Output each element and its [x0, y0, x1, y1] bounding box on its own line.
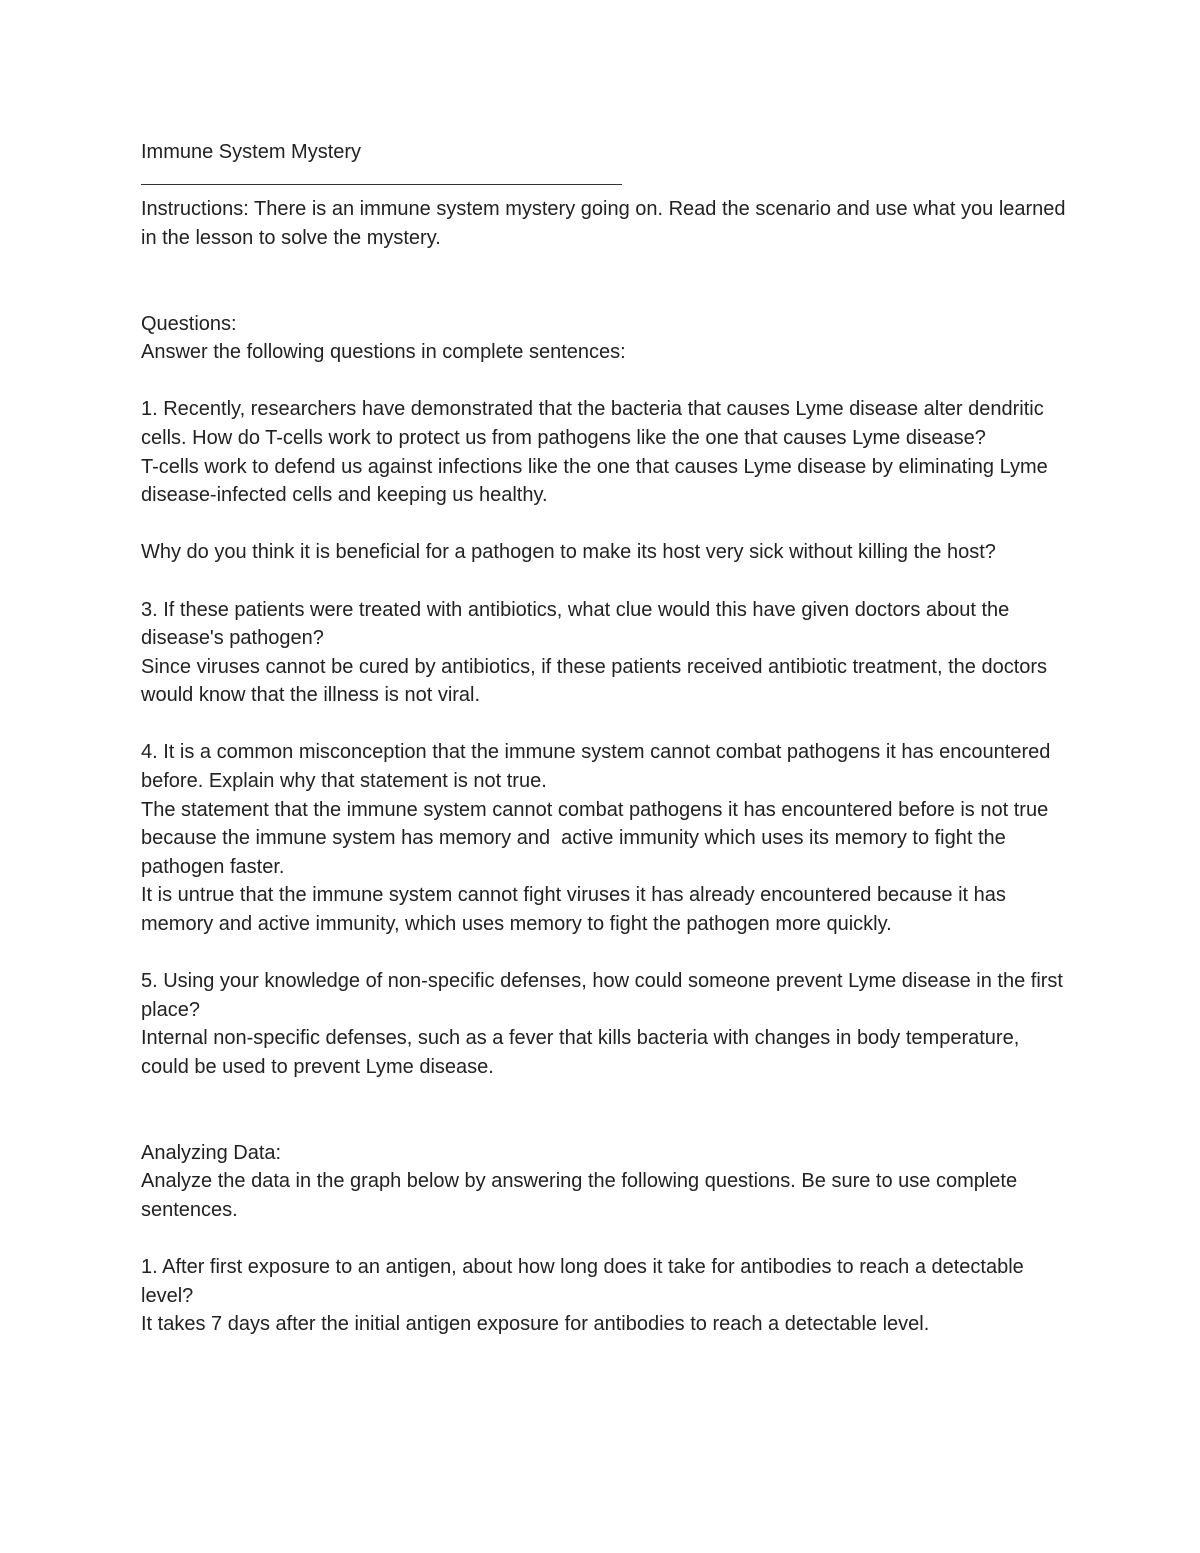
title-divider: [141, 167, 1071, 196]
spacer: [141, 1082, 1071, 1139]
question-2: Why do you think it is beneficial for a pathogen to make its host very sick without killing the host?: [141, 541, 996, 564]
spacer: [141, 710, 1071, 739]
spacer: [141, 567, 1071, 596]
analyzing-intro: Analyze the data in the graph below by answering the following questions. Be sure to use complete sentences.: [141, 1170, 1023, 1221]
question-5: 5. Using your knowledge of non-specific defenses, how could someone prevent Lyme disease in the first place?: [141, 970, 1069, 1021]
data-answer-1: It takes 7 days after the initial antigen exposure for antibodies to reach a detectable level.: [141, 1313, 930, 1336]
spacer: [141, 939, 1071, 968]
answer-1: T-cells work to defend us against infections like the one that causes Lyme disease by eliminating Lyme disease-infected cells and keeping us healthy.: [141, 455, 1054, 507]
answer-5: Internal non-specific defenses, such as a fever that kills bacteria with changes in body temperature, could be used to prevent Lyme disease.: [141, 1027, 1025, 1078]
questions-heading: Questions:: [141, 312, 237, 335]
document-page: [141, 138, 1071, 1339]
spacer: [141, 1225, 1071, 1254]
questions-intro: Answer the following questions in complete sentences:: [141, 341, 626, 364]
answer-3: Since viruses cannot be cured by antibiotics, if these patients received antibiotic treatment, the doctors would know that the illness is not viral.: [141, 655, 1053, 707]
spacer: [141, 252, 1071, 309]
instructions-text: Instructions: There is an immune system mystery going on. Read the scenario and use what you learned in the lesson to solve the mystery.: [141, 198, 1072, 249]
answer-4a: The statement that the immune system cannot combat pathogens it has encountered before is not true because the immune system has memory and active immunity which uses its memory to fight the pathogen faster.: [141, 798, 1054, 878]
spacer: [141, 510, 1071, 539]
document-title: Immune System Mystery: [141, 141, 362, 163]
data-question-1: 1. After first exposure to an antigen, about how long does it take for antibodies to reach a detectable level?: [141, 1256, 1030, 1307]
question-4: 4. It is a common misconception that the immune system cannot combat pathogens it has encountered before. Explain why that statement is not true.: [141, 741, 1056, 793]
question-1: 1. Recently, researchers have demonstrated that the bacteria that causes Lyme disease alter dendritic cells. How do T-cells work to protect us from pathogens like the one that causes Lyme disease?: [141, 398, 1050, 449]
answer-4b: It is untrue that the immune system cannot fight viruses it has already encountered because it has memory and active immunity, which uses memory to fight the pathogen more quickly.: [141, 884, 1012, 936]
question-3: 3. If these patients were treated with antibiotics, what clue would this have given doctors about the disease's pathogen?: [141, 598, 1015, 650]
analyzing-heading: Analyzing Data:: [141, 1141, 282, 1164]
spacer: [141, 367, 1071, 396]
